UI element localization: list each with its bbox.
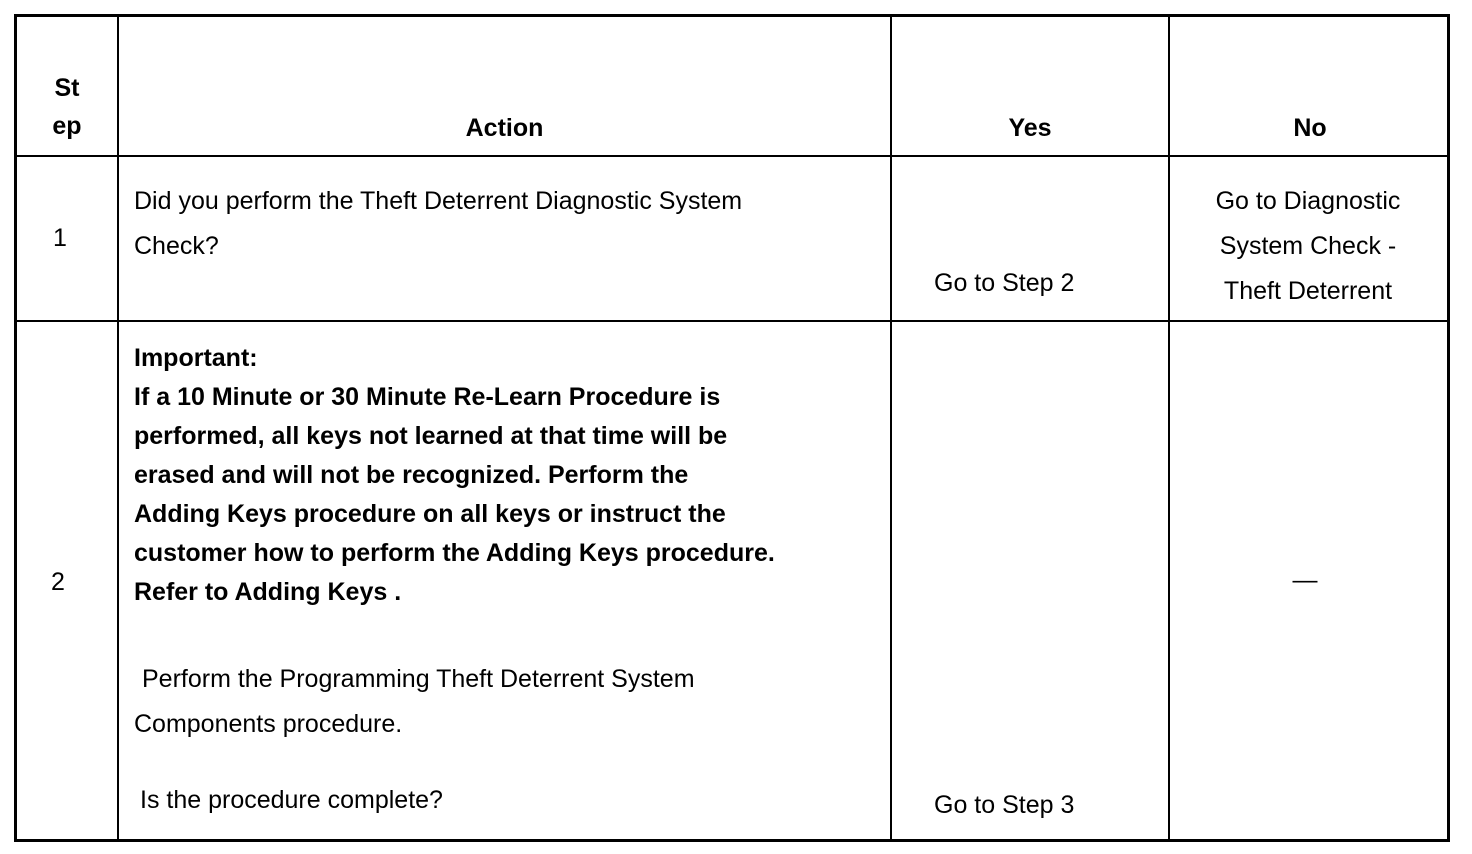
row2-step: 2: [51, 568, 65, 596]
row1-no-line: Go to Diagnostic: [1215, 187, 1401, 215]
row1-step: 1: [53, 224, 67, 252]
row1-action-line: Did you perform the Theft Deterrent Diagnostic System: [134, 187, 743, 215]
row1-yes-link[interactable]: Go to Step 2: [934, 269, 1075, 297]
important-line: customer how to perform the Adding Keys procedure.: [134, 539, 775, 567]
row1-no-line: System Check -: [1219, 232, 1397, 260]
row2-action-line: Components procedure.: [134, 710, 403, 738]
row-divider: [17, 320, 1447, 322]
header-step-line2: ep: [52, 112, 82, 140]
row1-no-line: Theft Deterrent: [1223, 277, 1393, 305]
row2-question: Is the procedure complete?: [140, 786, 443, 814]
header-yes: Yes: [1008, 114, 1052, 142]
header-step: [17, 73, 117, 141]
header-no: No: [1293, 114, 1327, 142]
row1-action-line: Check?: [134, 232, 219, 260]
row2-action-line: Perform the Programming Theft Deterrent System: [142, 665, 695, 693]
row2-yes-link[interactable]: Go to Step 3: [934, 791, 1075, 819]
row1-no-link[interactable]: [1170, 179, 1446, 314]
important-line: Adding Keys procedure on all keys or instruct the: [134, 500, 726, 528]
row1-action: [134, 179, 742, 269]
header-step-line1: St: [54, 74, 80, 102]
row2-no-dash: —: [1292, 566, 1318, 594]
diagnostic-table: [14, 14, 1450, 842]
important-label: Important:: [134, 344, 258, 372]
row2-action: [134, 657, 695, 747]
important-line: erased and will not be recognized. Perform the: [134, 461, 689, 489]
important-line: If a 10 Minute or 30 Minute Re-Learn Procedure is: [134, 383, 721, 411]
header-action: Action: [465, 114, 544, 142]
row-divider: [17, 155, 1447, 157]
row2-important-note: [134, 339, 775, 612]
important-line: performed, all keys not learned at that time will be: [134, 422, 728, 450]
important-line: Refer to Adding Keys .: [134, 578, 402, 606]
